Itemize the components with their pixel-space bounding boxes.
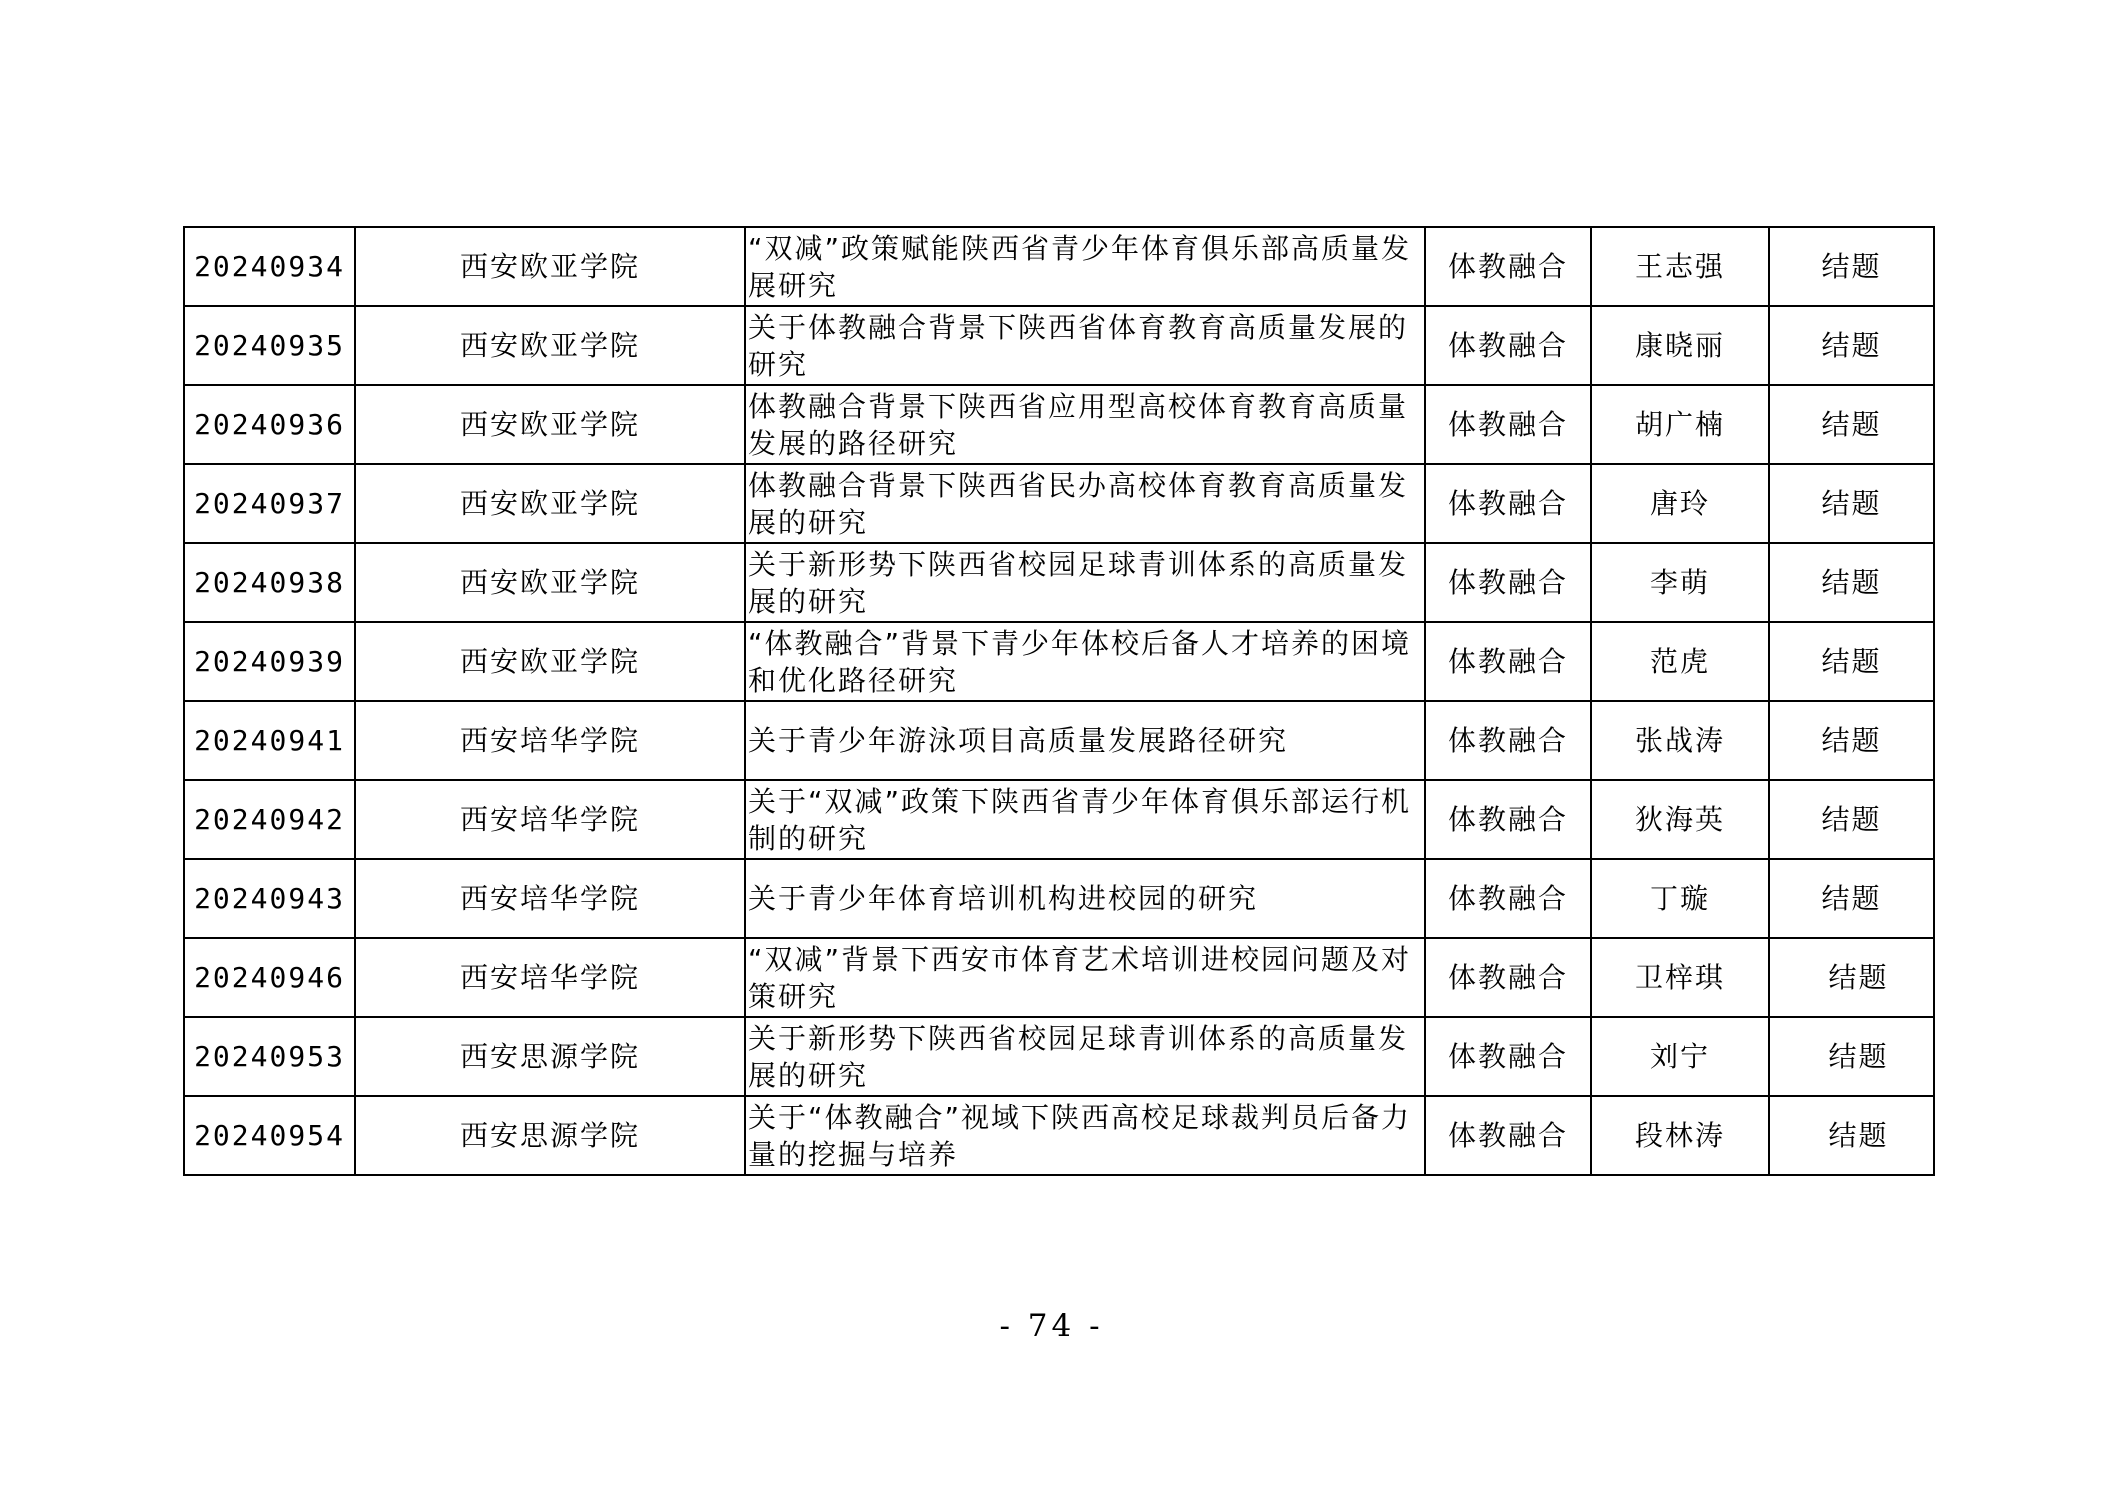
status-text: 结题 [1828,1119,1889,1152]
project-category: 体教融合 [1425,306,1591,385]
project-leader: 康晓丽 [1591,306,1769,385]
project-category: 体教融合 [1425,464,1591,543]
project-status [1769,306,1934,385]
project-category: 体教融合 [1425,385,1591,464]
project-id: 20240946 [184,938,355,1017]
table-row [184,859,1934,938]
project-title: 关于体教融合背景下陕西省体育教育高质量发展的研究 [745,306,1425,385]
page-number: - 74 - [999,1308,1104,1344]
project-status [1769,859,1934,938]
school-name: 西安欧亚学院 [355,622,745,701]
table-row [184,622,1934,701]
table-row [184,780,1934,859]
project-id: 20240938 [184,543,355,622]
school-name: 西安思源学院 [355,1096,745,1175]
project-title: “双减”政策赋能陕西省青少年体育俱乐部高质量发展研究 [745,227,1425,306]
project-leader: 丁璇 [1591,859,1769,938]
project-category: 体教融合 [1425,1096,1591,1175]
project-id: 20240936 [184,385,355,464]
school-name: 西安培华学院 [355,780,745,859]
project-category: 体教融合 [1425,622,1591,701]
project-id: 20240954 [184,1096,355,1175]
project-title: “双减”背景下西安市体育艺术培训进校园问题及对策研究 [745,938,1425,1017]
project-id: 20240943 [184,859,355,938]
project-id: 20240953 [184,1017,355,1096]
school-name: 西安欧亚学院 [355,464,745,543]
project-category: 体教融合 [1425,1017,1591,1096]
project-title: 关于青少年体育培训机构进校园的研究 [745,859,1425,938]
project-status [1769,780,1934,859]
project-table [183,226,1935,1176]
project-title: 关于新形势下陕西省校园足球青训体系的高质量发展的研究 [745,543,1425,622]
status-text: 结题 [1821,566,1882,599]
table-row [184,1017,1934,1096]
project-category: 体教融合 [1425,543,1591,622]
project-title: 关于青少年游泳项目高质量发展路径研究 [745,701,1425,780]
table-row [184,385,1934,464]
status-text: 结题 [1821,250,1882,283]
project-status [1769,1096,1934,1175]
status-text: 结题 [1821,645,1882,678]
project-status [1769,938,1934,1017]
project-status [1769,622,1934,701]
project-category: 体教融合 [1425,227,1591,306]
school-name: 西安培华学院 [355,859,745,938]
table-row [184,464,1934,543]
project-leader: 唐玲 [1591,464,1769,543]
school-name: 西安思源学院 [355,1017,745,1096]
project-leader: 卫梓琪 [1591,938,1769,1017]
project-id: 20240935 [184,306,355,385]
project-category: 体教融合 [1425,780,1591,859]
table-row [184,227,1934,306]
status-text: 结题 [1821,487,1882,520]
school-name: 西安欧亚学院 [355,543,745,622]
status-text: 结题 [1821,329,1882,362]
project-status [1769,385,1934,464]
project-leader: 刘宁 [1591,1017,1769,1096]
table-row [184,938,1934,1017]
status-text: 结题 [1828,1040,1889,1073]
project-id: 20240941 [184,701,355,780]
project-leader: 王志强 [1591,227,1769,306]
project-leader: 范虎 [1591,622,1769,701]
table-row [184,1096,1934,1175]
status-text: 结题 [1821,724,1882,757]
project-status [1769,1017,1934,1096]
project-status [1769,701,1934,780]
table-row [184,701,1934,780]
project-leader: 狄海英 [1591,780,1769,859]
project-category: 体教融合 [1425,938,1591,1017]
project-id: 20240937 [184,464,355,543]
status-text: 结题 [1828,961,1889,994]
project-leader: 张战涛 [1591,701,1769,780]
status-text: 结题 [1821,408,1882,441]
project-title: “体教融合”背景下青少年体校后备人才培养的困境和优化路径研究 [745,622,1425,701]
project-title: 关于“双减”政策下陕西省青少年体育俱乐部运行机制的研究 [745,780,1425,859]
project-title: 关于“体教融合”视域下陕西高校足球裁判员后备力量的挖掘与培养 [745,1096,1425,1175]
project-category: 体教融合 [1425,859,1591,938]
status-text: 结题 [1821,803,1882,836]
school-name: 西安欧亚学院 [355,385,745,464]
project-title: 关于新形势下陕西省校园足球青训体系的高质量发展的研究 [745,1017,1425,1096]
project-id: 20240942 [184,780,355,859]
project-status [1769,543,1934,622]
project-status [1769,227,1934,306]
project-leader: 李萌 [1591,543,1769,622]
project-category: 体教融合 [1425,701,1591,780]
project-id: 20240934 [184,227,355,306]
table-row [184,543,1934,622]
project-title: 体教融合背景下陕西省应用型高校体育教育高质量发展的路径研究 [745,385,1425,464]
project-title: 体教融合背景下陕西省民办高校体育教育高质量发展的研究 [745,464,1425,543]
project-leader: 胡广楠 [1591,385,1769,464]
project-status [1769,464,1934,543]
school-name: 西安欧亚学院 [355,306,745,385]
project-id: 20240939 [184,622,355,701]
project-leader: 段林涛 [1591,1096,1769,1175]
school-name: 西安培华学院 [355,701,745,780]
school-name: 西安欧亚学院 [355,227,745,306]
status-text: 结题 [1821,882,1882,915]
table-row [184,306,1934,385]
school-name: 西安培华学院 [355,938,745,1017]
